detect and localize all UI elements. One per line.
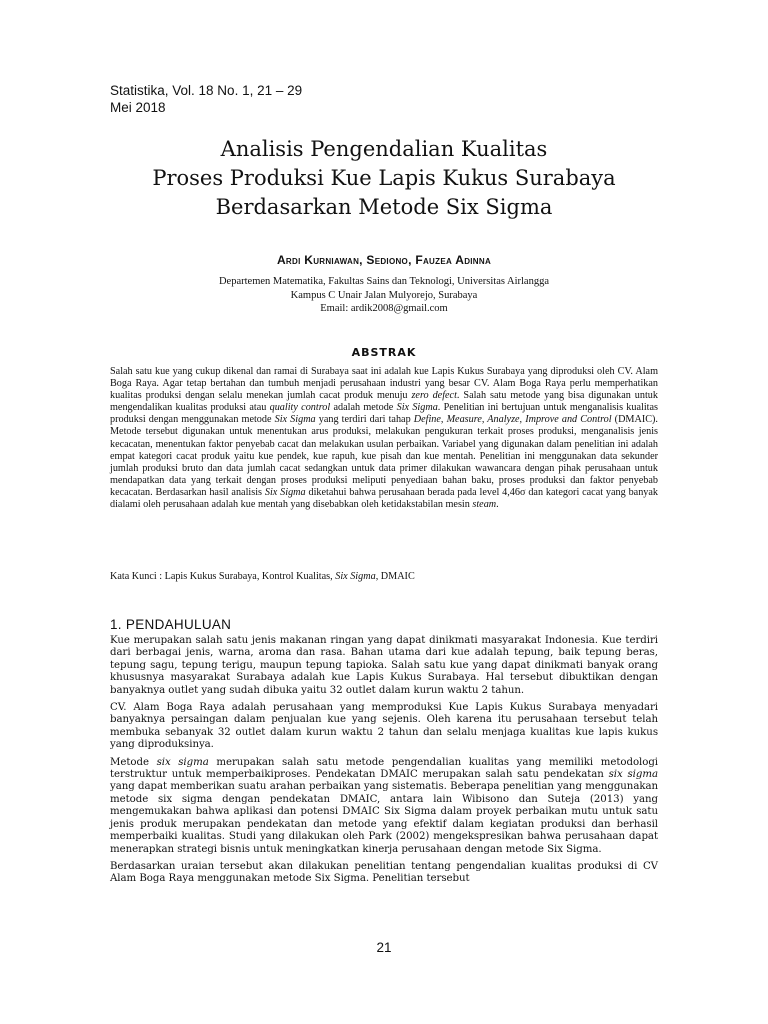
page-number: 21 <box>376 940 392 955</box>
abstract-paragraph <box>110 366 658 511</box>
keywords-text: , DMAIC <box>375 571 415 582</box>
journal-header <box>110 82 302 116</box>
keywords-text: Kata Kunci : Lapis Kukus Surabaya, Kontrol Kualitas, <box>110 571 336 582</box>
body-paragraph: Kue merupakan salah satu jenis makanan ringan yang dapat dinikmati masyarakat Indonesia. Kue terdiri dari berbagai jenis, warna, aroma dan rasa. Bahan utama dari kue adalah tepung, baik tepung beras, tepung sagu, tepung terigu, maupun tepung tapioka. Salah satu kue yang dapat dinikmati banyak orang khususnya masyarakat Surabaya adalah kue Lapis Kukus Surabaya. Hal tersebut dibuktikan dengan banyaknya outlet yang sudah dibuka yaitu 32 outlet dalam kurun waktu 2 tahun. <box>110 635 658 696</box>
title-line-2: Proses Produksi Kue Lapis Kukus Surabaya <box>152 166 616 190</box>
abstract-text: yang terdiri dari tahap <box>315 414 414 426</box>
abstract-italic-term: Six Sigma <box>396 402 438 414</box>
abstract-text: . Penelitian ini bertujuan untuk menganalisis kualitas produksi dengan menggunakan metode <box>110 402 658 426</box>
body-italic-term: six sigma <box>608 769 658 781</box>
section-body <box>110 635 658 891</box>
abstract-italic-term: Six Sigma <box>264 486 306 498</box>
body-italic-term: six sigma <box>156 756 209 768</box>
affiliation <box>0 275 768 316</box>
abstract-italic-term: Six Sigma <box>274 414 316 426</box>
abstract-text: diketahui bahwa perusahaan berada pada level 4,46σ dan kategori cacat yang banyak dialami oleh perusahaan adalah kue mentah yang disebabkan oleh ketidakstabilan mesin <box>110 486 659 511</box>
body-paragraph: Berdasarkan uraian tersebut akan dilakukan penelitian tentang pengendalian kualitas produksi di CV Alam Boga Raya menggunakan metode Six Sigma. Penelitian tersebut <box>110 860 658 885</box>
body-text: yang dapat memberikan suatu arahan perbaikan yang sistematis. Beberapa penelitian yang menggunakan metode six sigma dengan pendekatan DMAIC, antara lain Wibisono dan Suteja (2013) yang mengemukakan bahwa aplikasi dan potensi DMAIC Six Sigma dalam proyek perbaikan mutu untuk satu jenis produk merupakan pendekatan dan metode yang efektif dalam kegiatan produksi dan berhasil memperbaiki kualitas. Studi yang dilakukan oleh Park (2002) mengekspresikan bahwa perusahaan dapat menerapkan strategi bisnis untuk meningkatkan kinerja perusahaan dengan metode Six Sigma. <box>110 781 658 855</box>
author-list: Ardi Kurniawan, Sediono, Fauzea Adinna <box>276 253 492 267</box>
paper-title <box>0 135 768 222</box>
abstract-italic-term: quality control <box>269 402 331 414</box>
title-line-3: Berdasarkan Metode Six Sigma <box>215 195 553 219</box>
body-text: Metode <box>110 756 157 768</box>
abstract-text: . Salah satu metode yang bisa digunakan untuk mengendalikan kualitas produksi atau <box>110 390 658 414</box>
section-heading: 1. PENDAHULUAN <box>110 617 232 632</box>
abstract-italic-term: zero defect <box>411 390 457 402</box>
keywords-italic: Six Sigma <box>335 571 376 582</box>
journal-citation: Statistika, Vol. 18 No. 1, 21 – 29 <box>110 83 303 98</box>
author-email: Email: ardik2008@gmail.com <box>320 303 448 314</box>
affiliation-line-1: Departemen Matematika, Fakultas Sains dan Teknologi, Universitas Airlangga <box>218 276 550 287</box>
publication-date: Mei 2018 <box>110 100 166 115</box>
affiliation-line-2: Kampus C Unair Jalan Mulyorejo, Surabaya <box>290 289 478 301</box>
body-paragraph <box>110 757 658 856</box>
abstract-text: . <box>496 499 499 511</box>
title-line-1: Analisis Pengendalian Kualitas <box>220 137 548 161</box>
abstract-italic-term: steam <box>472 499 497 511</box>
body-text: merupakan salah satu metode pengendalian kualitas yang memiliki metodologi terstruktur untuk memperbaikiproses. Pendekatan DMAIC merupakan salah satu pendekatan <box>110 756 658 781</box>
keywords <box>110 571 658 583</box>
abstract-italic-term: Define, Measure, Analyze, Improve and Control <box>413 414 612 426</box>
abstract-text: Salah satu kue yang cukup dikenal dan ramai di Surabaya saat ini adalah kue Lapis Kukus Surabaya yang diproduksi oleh CV. Alam Boga Raya. Agar tetap bertahan dan tumbuh menjadi perusahaan industri yang besar CV. Alam Boga Raya perlu memperhatikan kualitas produksi dengan selalu menekan jumlah cacat produk menuju <box>110 366 658 402</box>
abstract-text: adalah metode <box>330 402 397 414</box>
abstract-body <box>110 366 658 511</box>
abstract-text: (DMAIC). Metode tersebut digunakan untuk menentukan arus produksi, melakukan pengukuran terkait proses produksi, menganalisis jenis kecacatan, menentukan faktor penyebab cacat dan melakukan usulan perbaikan. Variabel yang digunakan dalam penelitian ini adalah empat kategori cacat produk yaitu kue pendek, kue rapuh, kue pisah dan kue mentah. Penelitian ini menggunakan data sekunder jumlah produksi bruto dan data jumlah cacat sedangkan untuk data primer dilakukan wawancara dengan pihak perusahaan untuk mendapatkan data yang terkait dengan proses produksi meliputi penyediaan bahan baku, proses produksi dan faktor penyebab kecacatan. Berdasarkan hasil analisis <box>110 414 658 498</box>
body-paragraph: CV. Alam Boga Raya adalah perusahaan yang memproduksi Kue Lapis Kukus Surabaya menyadari banyaknya persaingan dalam penjualan kue yang sejenis. Oleh karena itu perusahaan tersebut telah membuka sebanyak 32 outlet dalam kurun waktu 2 tahun dan selalu menjaga kualitas kue lapis kukus yang diproduksinya. <box>110 702 658 751</box>
abstract-heading: ABSTRAK <box>351 346 417 359</box>
